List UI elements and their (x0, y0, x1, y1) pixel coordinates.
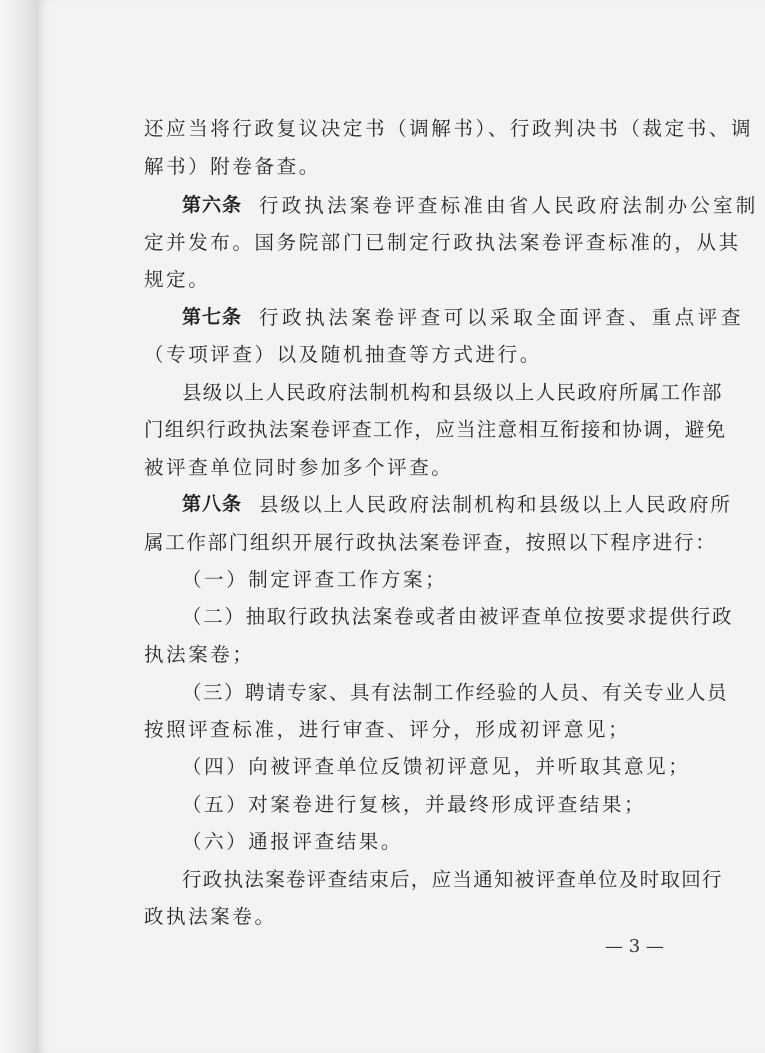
text-line: （专项评查）以及随机抽查等方式进行。 (144, 343, 542, 366)
text-line: 县级以上人民政府法制机构和县级以上人民政府所 (259, 493, 733, 516)
list-item-continued: 执法案卷； (144, 643, 255, 666)
text-line: 规定。 (144, 268, 211, 291)
list-item: （四）向被评查单位反馈初评意见，并听取其意见； (182, 755, 691, 778)
article-6-heading: 第六条 (182, 194, 243, 216)
text-line: 定并发布。国务院部门已制定行政执法案卷评查标准的，从其 (144, 231, 741, 254)
text-line: 政执法案卷。 (144, 905, 277, 928)
text-line: 属工作部门组织开展行政执法案卷评查，按照以下程序进行： (144, 531, 717, 554)
text-line: 还应当将行政复议决定书（调解书）、行政判决书（裁定书、调 (144, 117, 754, 140)
article-7-heading: 第七条 (182, 306, 243, 328)
text-line: 被评查单位同时参加多个评查。 (144, 456, 454, 479)
text-line: 县级以上人民政府法制机构和县级以上人民政府所属工作部 (182, 381, 723, 404)
text-line: 行政执法案卷评查结束后，应当通知被评查单位及时取回行 (182, 868, 723, 891)
text-line: 行政执法案卷评查标准由省人民政府法制办公室制 (259, 194, 759, 217)
text-line: 解书）附卷备查。 (144, 155, 321, 178)
page-number: — 3 — (605, 936, 664, 957)
list-item: （一）制定评查工作方案； (182, 568, 448, 591)
article-8-heading: 第八条 (182, 493, 243, 515)
scan-edge (0, 0, 38, 1053)
list-item-continued: 按照评查标准，进行审查、评分，形成初评意见； (144, 718, 631, 741)
text-line: 行政执法案卷评查可以采取全面评查、重点评查 (259, 306, 745, 329)
list-item: （五）对案卷进行复核，并最终形成评查结果； (182, 793, 647, 816)
list-item: （六）通报评查结果。 (182, 830, 404, 853)
list-item: （三）聘请专家、具有法制工作经验的人员、有关专业人员 (182, 681, 729, 704)
list-item: （二）抽取行政执法案卷或者由被评查单位按要求提供行政 (182, 605, 734, 628)
text-line: 门组织行政执法案卷评查工作，应当注意相互衔接和协调，避免 (144, 418, 727, 441)
